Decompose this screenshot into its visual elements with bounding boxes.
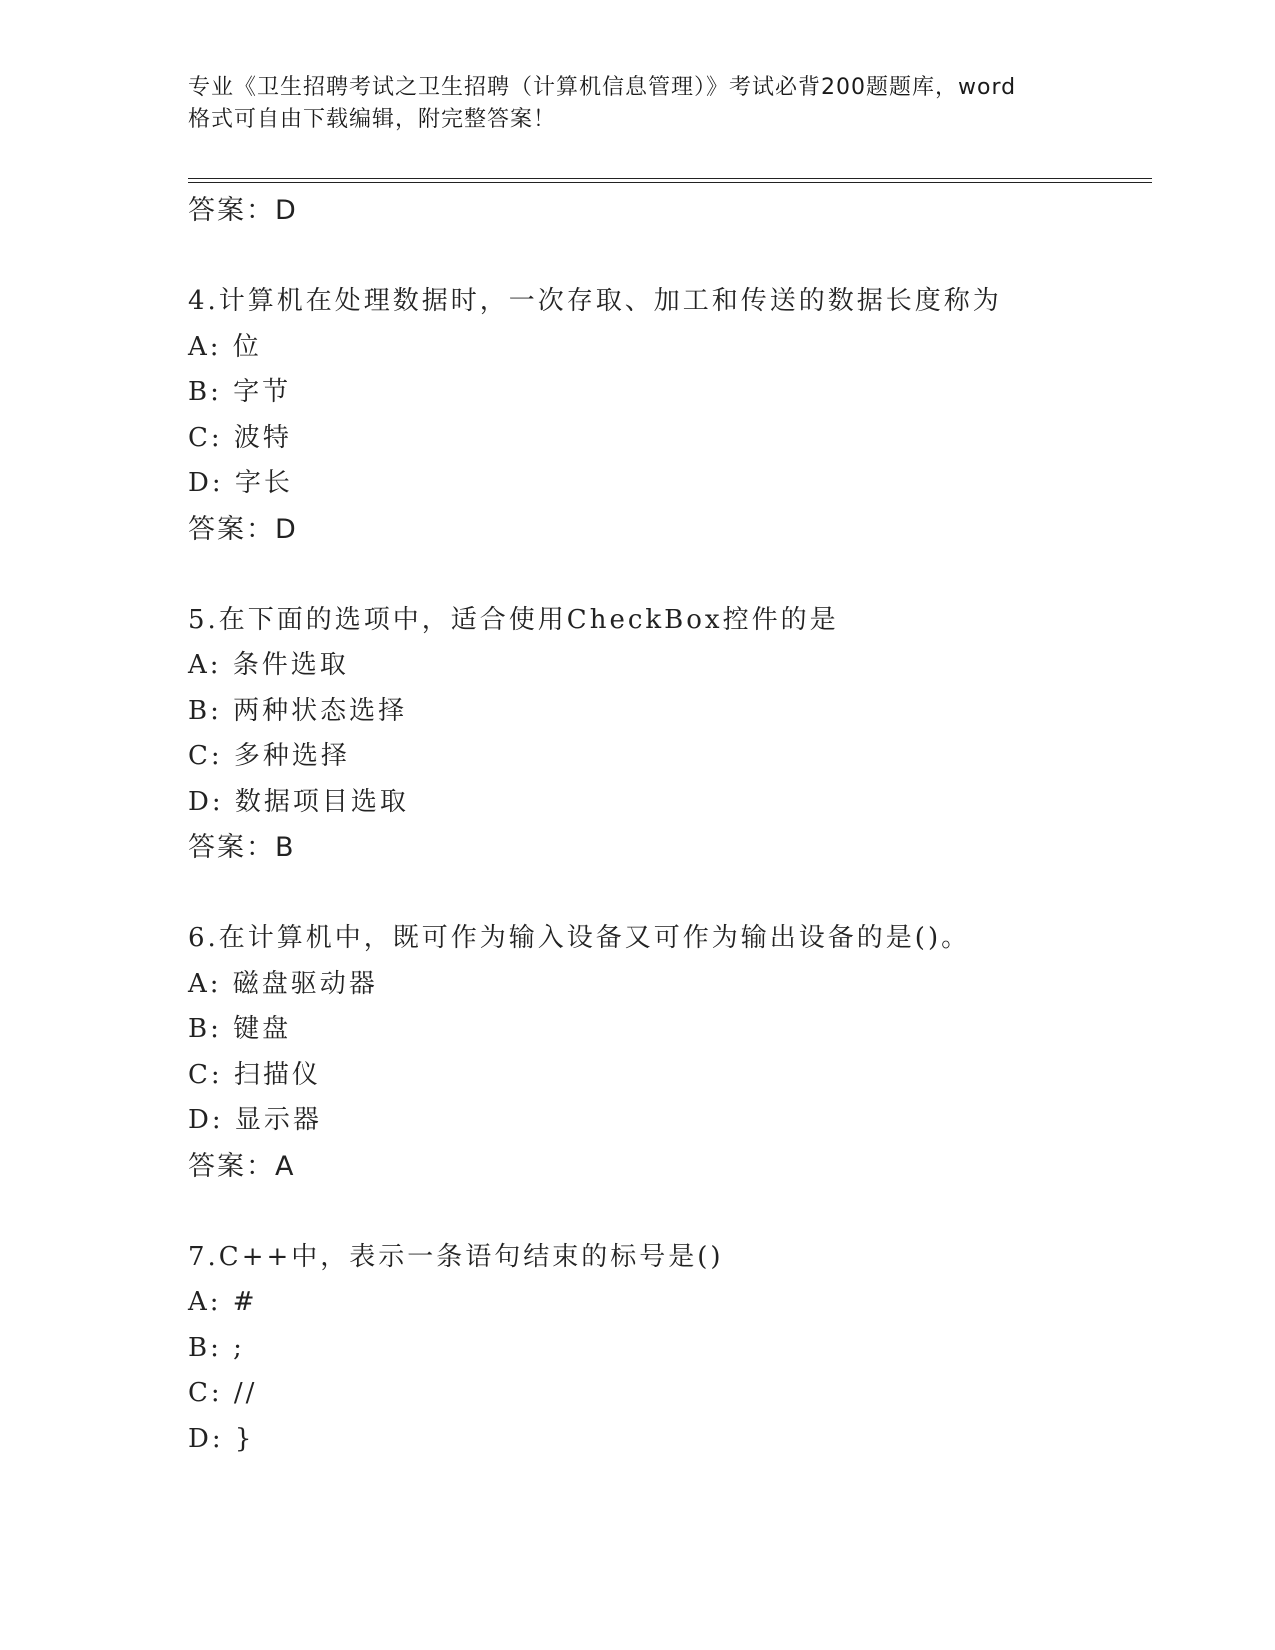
question-block <box>188 598 1152 871</box>
answer-line: 答案：B <box>188 832 296 863</box>
header-line-2: 格式可自由下载编辑，附完整答案！ <box>188 107 557 132</box>
option-a: A: # <box>188 1287 258 1317</box>
option-b: B: 两种状态选择 <box>188 695 408 726</box>
question-stem: 5.在下面的选项中，适合使用CheckBox控件的是 <box>188 604 839 635</box>
spacer <box>188 871 1152 917</box>
option-b: B: 字节 <box>188 377 292 407</box>
option-c: C: // <box>188 1378 258 1408</box>
option-b: B: ; <box>188 1332 245 1363</box>
question-stem: 6.在计算机中，既可作为输入设备又可作为输出设备的是()。 <box>188 923 971 953</box>
option-c: C: 多种选择 <box>188 741 350 771</box>
spacer <box>188 552 1152 598</box>
option-c: C: 扫描仪 <box>188 1059 321 1090</box>
option-b: B: 键盘 <box>188 1014 292 1044</box>
answer-line: 答案：D <box>188 513 298 545</box>
option-c: C: 波特 <box>188 422 292 453</box>
option-d: D: } <box>188 1423 255 1454</box>
spacer <box>188 234 1152 280</box>
spacer <box>188 1189 1152 1235</box>
option-d: D: 数据项目选取 <box>188 786 409 817</box>
header-divider <box>188 178 1152 183</box>
question-list <box>188 188 1152 1462</box>
option-d: D: 显示器 <box>188 1105 322 1135</box>
question-block <box>188 279 1152 552</box>
answer-line: 答案：D <box>188 195 298 226</box>
option-a: A: 磁盘驱动器 <box>188 968 378 999</box>
header-line-1: 专业《卫生招聘考试之卫生招聘（计算机信息管理）》考试必背200题题库，word <box>188 75 1017 100</box>
question-block <box>188 1235 1152 1463</box>
option-a: A: 位 <box>188 331 262 362</box>
document-header <box>188 72 1088 136</box>
option-a: A: 条件选取 <box>188 650 349 680</box>
answer-line: 答案：A <box>188 1150 296 1182</box>
option-d: D: 字长 <box>188 468 293 498</box>
question-stem: 7.C++中，表示一条语句结束的标号是() <box>188 1241 724 1272</box>
question-block <box>188 916 1152 1189</box>
question-stem: 4.计算机在处理数据时，一次存取、加工和传送的数据长度称为 <box>188 286 1002 316</box>
